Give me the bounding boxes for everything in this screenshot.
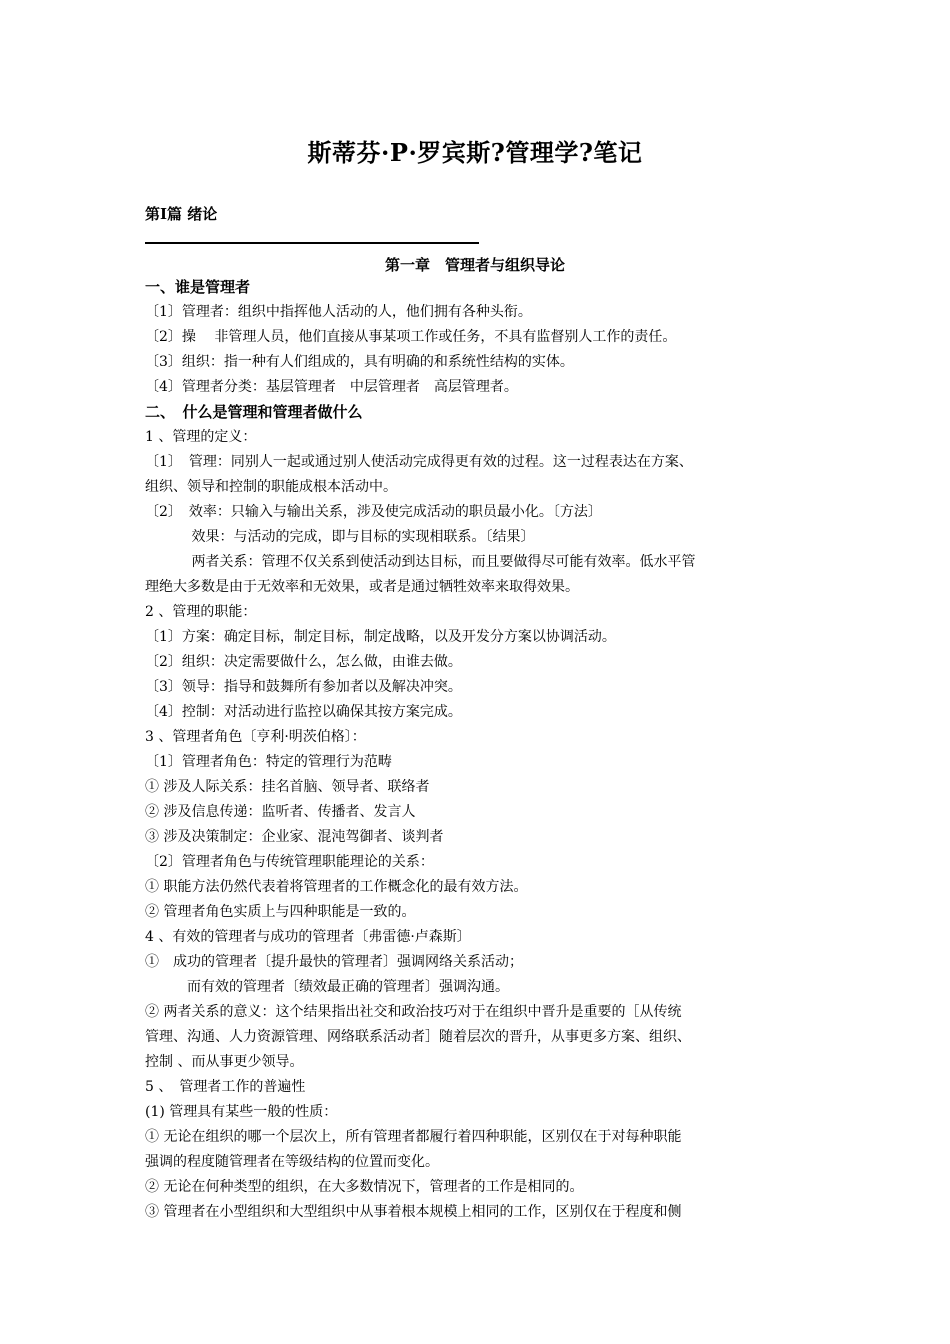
document-title: 斯蒂芬·P·罗宾斯?管理学?笔记 xyxy=(307,138,643,167)
text-line: 1 、管理的定义： xyxy=(145,429,257,445)
text-line: 3 、管理者角色〔亨利·明茨伯格〕： xyxy=(145,729,366,745)
text-line: 效果：与活动的完成，即与目标的实现相联系。〔结果〕 xyxy=(145,529,535,545)
text-line: 〔2〕操 非管理人员，他们直接从事某项工作或任务，不具有监督别人工作的责任。 xyxy=(145,329,677,345)
text-line: 组织、领导和控制的职能成根本活动中。 xyxy=(145,479,397,495)
text-line: ② 涉及信息传递：监听者、传播者、发言人 xyxy=(145,804,416,820)
text-line: 5 、 管理者工作的普遍性 xyxy=(145,1079,306,1095)
section-heading: 一、谁是管理者 xyxy=(145,278,251,296)
text-line: 〔2〕组织：决定需要做什么，怎么做，由谁去做。 xyxy=(145,654,462,670)
text-line: 〔1〕方案：确定目标，制定目标，制定战略，以及开发分方案以协调活动。 xyxy=(145,629,616,645)
text-line: ① 涉及人际关系：挂名首脑、领导者、联络者 xyxy=(145,779,430,795)
text-line: ① 职能方法仍然代表着将管理者的工作概念化的最有效方法。 xyxy=(145,879,528,895)
text-line: ② 两者关系的意义：这个结果指出社交和政治技巧对于在组织中晋升是重要的［从传统 xyxy=(145,1004,682,1020)
text-line: (1) 管理具有某些一般的性质： xyxy=(145,1104,338,1120)
text-line: 两者关系：管理不仅关系到使活动到达目标，而且要做得尽可能有效率。低水平管 xyxy=(145,554,696,570)
text-line: ② 管理者角色实质上与四种职能是一致的。 xyxy=(145,904,416,920)
text-line: 〔4〕控制：对活动进行监控以确保其按方案完成。 xyxy=(145,704,462,720)
text-line: 〔3〕组织：指一种有人们组成的，具有明确的和系统性结构的实体。 xyxy=(145,354,574,370)
text-line: ③ 管理者在小型组织和大型组织中从事着根本规模上相同的工作，区别仅在于程度和侧 xyxy=(145,1204,682,1220)
text-line: 〔4〕管理者分类：基层管理者 中层管理者 高层管理者。 xyxy=(145,379,518,395)
text-line: 〔1〕 管理：同别人一起或通过别人使活动完成得更有效的过程。这一过程表达在方案、 xyxy=(145,454,693,470)
text-line: ① 成功的管理者〔提升最快的管理者〕强调网络关系活动； xyxy=(145,954,523,970)
chapter-heading: 第一章 管理者与组织导论 xyxy=(384,256,565,274)
section-heading: 二、 什么是管理和管理者做什么 xyxy=(145,403,363,421)
text-line: 〔2〕管理者角色与传统管理职能理论的关系： xyxy=(145,854,434,870)
part-heading: 第Ⅰ篇 绪论 xyxy=(145,205,218,223)
text-line: ② 无论在何种类型的组织，在大多数情况下，管理者的工作是相同的。 xyxy=(145,1179,584,1195)
text-line: 〔2〕 效率：只输入与输出关系，涉及使完成活动的职员最小化。〔方法〕 xyxy=(145,504,602,520)
text-line: 理绝大多数是由于无效率和无效果，或者是通过牺牲效率来取得效果。 xyxy=(145,579,579,595)
text-line: 4 、有效的管理者与成功的管理者〔弗雷德·卢森斯〕 xyxy=(145,929,471,945)
text-line: 强调的程度随管理者在等级结构的位置而变化。 xyxy=(145,1154,439,1170)
text-line: ① 无论在组织的哪一个层次上，所有管理者都履行着四种职能，区别仅在于对每种职能 xyxy=(145,1129,682,1145)
text-line: 2 、管理的职能： xyxy=(145,604,257,620)
text-line: ③ 涉及决策制定：企业家、混沌驾御者、谈判者 xyxy=(145,829,444,845)
text-line: 〔1〕管理者角色：特定的管理行为范畴 xyxy=(145,754,392,770)
text-line: 而有效的管理者〔绩效最正确的管理者〕强调沟通。 xyxy=(145,979,509,995)
text-line: 管理、沟通、人力资源管理、网络联系活动者］随着层次的晋升，从事更多方案、组织、 xyxy=(145,1029,691,1045)
text-line: 〔1〕管理者：组织中指挥他人活动的人，他们拥有各种头衔。 xyxy=(145,304,532,320)
section-divider xyxy=(145,242,479,244)
text-line: 〔3〕领导：指导和鼓舞所有参加者以及解决冲突。 xyxy=(145,679,462,695)
text-line: 控制 、而从事更少领导。 xyxy=(145,1054,304,1070)
